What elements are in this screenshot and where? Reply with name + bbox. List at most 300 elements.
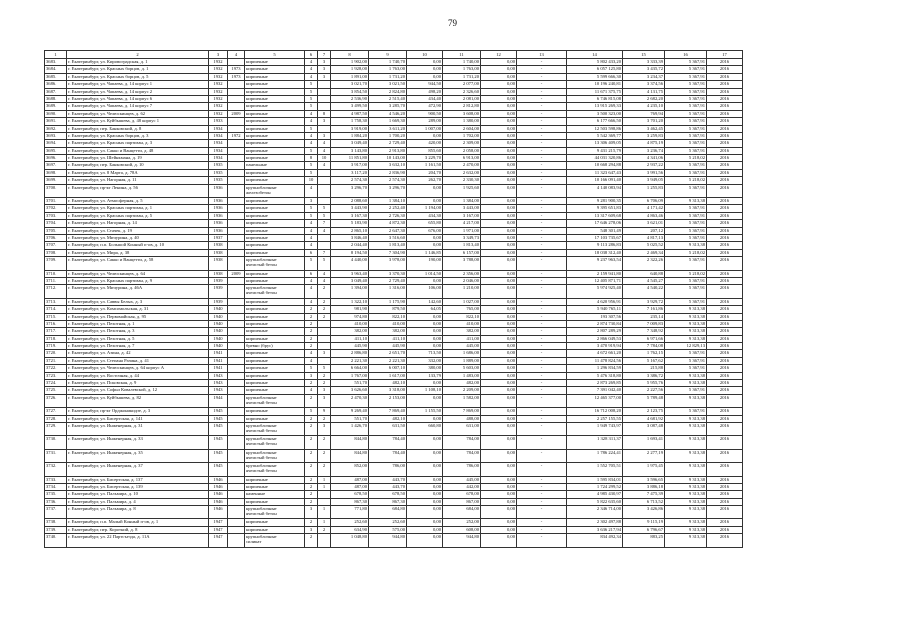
table-cell: кирпичные bbox=[245, 519, 305, 526]
table-row bbox=[45, 81, 743, 88]
table-cell: 1932 bbox=[209, 59, 228, 66]
table-cell: 3 318,00 bbox=[369, 387, 407, 394]
table-cell: г. Екатеринбург, ул. Первомайская, д. 95 bbox=[67, 313, 209, 320]
table-cell: 4 bbox=[318, 147, 331, 154]
table-cell: 1946 bbox=[209, 506, 228, 519]
table-cell: 3 611,20 bbox=[369, 125, 407, 132]
table-cell: 0,00 bbox=[481, 365, 517, 372]
table-cell: г. Екатеринбург, ул. Кировоградская, д. 1 bbox=[67, 59, 209, 66]
table-cell: 0,00 bbox=[481, 422, 517, 435]
table-cell: 5 bbox=[318, 205, 331, 212]
table-cell: 771,80 bbox=[331, 506, 369, 519]
table-cell: г. Екатеринбург, ул. Бисертская, д. 139 bbox=[67, 483, 209, 490]
table-cell: 1932 bbox=[209, 66, 228, 73]
table-cell bbox=[228, 387, 245, 394]
table-cell: 4 140 083,94 bbox=[567, 184, 623, 197]
table-cell: 3705. bbox=[45, 227, 67, 234]
table-cell bbox=[228, 380, 245, 387]
table-cell: 2016 bbox=[707, 147, 743, 154]
table-cell: 7 009,83 bbox=[623, 320, 665, 327]
table-cell: 2 309,00 bbox=[443, 140, 481, 147]
table-cell: - bbox=[517, 212, 567, 219]
table-cell bbox=[228, 298, 245, 305]
table-cell: - bbox=[517, 380, 567, 387]
table-cell: 0,00 bbox=[481, 162, 517, 169]
table-cell: 575,00 bbox=[369, 526, 407, 533]
table-cell: 12 829,13 bbox=[665, 343, 707, 350]
table-cell: 0,00 bbox=[481, 519, 517, 526]
table-cell: 1943 bbox=[209, 372, 228, 379]
table-cell: 2016 bbox=[707, 59, 743, 66]
table-cell: - bbox=[517, 449, 567, 462]
table-cell: 2 221,30 bbox=[369, 357, 407, 364]
table-cell: 0,00 bbox=[481, 118, 517, 125]
table-cell: 3 296,70 bbox=[331, 184, 369, 197]
table-row bbox=[45, 519, 743, 526]
table-cell: 2 bbox=[305, 343, 318, 350]
table-cell: 3715. bbox=[45, 313, 67, 320]
table-cell bbox=[228, 415, 245, 422]
table-cell: 235,14 bbox=[623, 313, 665, 320]
table-cell: 2 bbox=[305, 422, 318, 435]
table-cell: 11 671 375,75 bbox=[567, 88, 623, 95]
table-cell bbox=[228, 205, 245, 212]
table-cell: - bbox=[517, 73, 567, 80]
table-cell: кирпичные bbox=[245, 205, 305, 212]
table-row bbox=[45, 103, 743, 110]
table-cell: крупноблочные ячеистый бетон bbox=[245, 449, 305, 462]
table-cell: крупноблочные ячеистый бетон bbox=[245, 436, 305, 449]
table-cell: 1 380,00 bbox=[443, 118, 481, 125]
table-cell: 944,80 bbox=[369, 534, 407, 547]
table-cell: 4 bbox=[305, 234, 318, 241]
table-cell: 2 bbox=[305, 449, 318, 462]
table-cell: 5 367,91 bbox=[665, 132, 707, 139]
table-cell: 631,00 bbox=[443, 422, 481, 435]
table-cell: 3712. bbox=[45, 285, 67, 298]
table-cell: 3727. bbox=[45, 408, 67, 415]
table-cell: 2016 bbox=[707, 380, 743, 387]
table-cell: 3 bbox=[305, 198, 318, 205]
table-cell: 5 367,91 bbox=[665, 88, 707, 95]
table-cell: 1932 bbox=[209, 88, 228, 95]
table-cell: 1 763,00 bbox=[369, 66, 407, 73]
table-cell: 1946 bbox=[209, 483, 228, 490]
table-cell: 1 813,40 bbox=[443, 242, 481, 249]
table-cell: 6 157,00 bbox=[443, 249, 481, 256]
table-row bbox=[45, 184, 743, 197]
table-cell: 2 647,30 bbox=[369, 227, 407, 234]
table-cell: 3 370,30 bbox=[369, 270, 407, 277]
table-cell: 1 007,00 bbox=[407, 125, 443, 132]
table-cell: г. Екатеринбург, ул. Атмосферная, д. 5 bbox=[67, 198, 209, 205]
table-cell: 2 bbox=[305, 483, 318, 490]
table-cell: 0,00 bbox=[407, 526, 443, 533]
table-cell: 2016 bbox=[707, 73, 743, 80]
column-header: 3 bbox=[209, 51, 228, 59]
table-cell: - bbox=[517, 277, 567, 284]
table-cell: 3725. bbox=[45, 387, 67, 394]
table-cell: 0,00 bbox=[481, 257, 517, 270]
table-cell: 4 985 430,97 bbox=[567, 491, 623, 498]
table-cell: 0,00 bbox=[481, 227, 517, 234]
table-cell: 822,10 bbox=[369, 313, 407, 320]
table-cell: г. Екатеринбург, ул. 8 Марта, д. 78А bbox=[67, 169, 209, 176]
table-cell: 0,00 bbox=[481, 313, 517, 320]
table-cell: 0,00 bbox=[481, 147, 517, 154]
table-cell: крупноблочные железобетон bbox=[245, 184, 305, 197]
table-cell: 2016 bbox=[707, 350, 743, 357]
table-cell: 3 bbox=[318, 59, 331, 66]
table-cell: 844,80 bbox=[331, 449, 369, 462]
table-cell: 482,10 bbox=[369, 380, 407, 387]
table-cell: 7 161,86 bbox=[623, 306, 665, 313]
table-cell: г. Екатеринбург, пер. Банковский, д. 8 bbox=[67, 125, 209, 132]
table-cell: 5 367,91 bbox=[665, 234, 707, 241]
table-row bbox=[45, 88, 743, 95]
table-cell: кирпичные bbox=[245, 270, 305, 277]
table-cell: 2 227,56 bbox=[623, 387, 665, 394]
table-cell: 2 bbox=[318, 306, 331, 313]
table-cell: 4 bbox=[305, 110, 318, 117]
table-cell: 3 632,10 bbox=[369, 162, 407, 169]
table-row bbox=[45, 257, 743, 270]
table-cell: 822,10 bbox=[443, 313, 481, 320]
table-cell: 2016 bbox=[707, 335, 743, 342]
table-cell: 1945 bbox=[209, 408, 228, 415]
table-row bbox=[45, 132, 743, 139]
table-cell: 4 217,00 bbox=[443, 220, 481, 227]
table-cell: 6 796,67 bbox=[623, 526, 665, 533]
table-cell: 2016 bbox=[707, 162, 743, 169]
table-cell: 193 307,56 bbox=[567, 313, 623, 320]
table-cell: 2 356,00 bbox=[443, 270, 481, 277]
table-cell: 2016 bbox=[707, 257, 743, 270]
table-cell: - bbox=[517, 506, 567, 519]
table-cell: 3 236,74 bbox=[623, 147, 665, 154]
table-cell: 1 928,00 bbox=[331, 66, 369, 73]
table-cell: 0,00 bbox=[481, 534, 517, 547]
table-cell: - bbox=[517, 436, 567, 449]
table-cell: 2 574,30 bbox=[369, 177, 407, 184]
table-cell: 2 221,30 bbox=[331, 357, 369, 364]
table-cell: 0,00 bbox=[481, 372, 517, 379]
table-cell: 4 bbox=[305, 184, 318, 197]
table-cell: 0,00 bbox=[407, 483, 443, 490]
table-cell: 2 326,60 bbox=[443, 88, 481, 95]
table-cell: 0,00 bbox=[481, 73, 517, 80]
table-cell: 1 384,00 bbox=[443, 198, 481, 205]
table-cell: 1936 bbox=[209, 212, 228, 219]
table-cell: 1 210,00 bbox=[443, 285, 481, 298]
table-cell: 2016 bbox=[707, 66, 743, 73]
table-cell: 1 740,70 bbox=[369, 59, 407, 66]
table-cell: 4 545,27 bbox=[623, 277, 665, 284]
table-cell: 3 435,72 bbox=[623, 66, 665, 73]
table-cell: 5 367,91 bbox=[665, 212, 707, 219]
table-cell: 3738. bbox=[45, 519, 67, 526]
table-cell: 9 281 900,35 bbox=[567, 198, 623, 205]
table-cell: г. Екатеринбург, ул. Челюскинцев, д. 62 bbox=[67, 110, 209, 117]
table-cell: 3683. bbox=[45, 59, 67, 66]
table-cell: 5 802 433,20 bbox=[567, 59, 623, 66]
table-cell: 1941 bbox=[209, 365, 228, 372]
table-cell: 1934 bbox=[209, 132, 228, 139]
table-cell bbox=[228, 155, 245, 162]
table-cell: 2 470,30 bbox=[331, 394, 369, 407]
table-cell: 1947 bbox=[209, 534, 228, 547]
table-cell: - bbox=[517, 519, 567, 526]
table-cell: 4 bbox=[305, 118, 318, 125]
table-row bbox=[45, 357, 743, 364]
table-cell: 2 bbox=[305, 436, 318, 449]
table-cell: 0,00 bbox=[481, 436, 517, 449]
table-cell: 4 bbox=[318, 227, 331, 234]
table-cell: 2016 bbox=[707, 436, 743, 449]
table-cell: 2016 bbox=[707, 220, 743, 227]
table-cell: г. Екатеринбург, пер. Короткий, д. 8 bbox=[67, 526, 209, 533]
table-cell: 2016 bbox=[707, 103, 743, 110]
table-cell: 2016 bbox=[707, 212, 743, 219]
column-header: 12 bbox=[481, 51, 517, 59]
table-cell bbox=[228, 147, 245, 154]
table-cell: г. Екатеринбург, ул. Пехотная, д. 1 bbox=[67, 320, 209, 327]
table-cell: кирпичные bbox=[245, 125, 305, 132]
table-cell: 0,00 bbox=[481, 498, 517, 505]
table-cell: г. Екатеринбург, ул. Пехотная, д. 5 bbox=[67, 335, 209, 342]
table-cell: 1973 bbox=[228, 66, 245, 73]
table-row bbox=[45, 313, 743, 320]
table-cell: 2 866 049,53 bbox=[567, 335, 623, 342]
table-cell: 2016 bbox=[707, 132, 743, 139]
table-cell: 5 218,02 bbox=[665, 155, 707, 162]
table-cell: 2016 bbox=[707, 205, 743, 212]
table-cell: 2 bbox=[305, 519, 318, 526]
table-cell: 3 167,00 bbox=[443, 212, 481, 219]
table-cell: 420,00 bbox=[407, 140, 443, 147]
table-cell: 1935 bbox=[209, 162, 228, 169]
table-cell: 1 552 705,51 bbox=[567, 463, 623, 476]
table-cell: 2016 bbox=[707, 526, 743, 533]
table-cell: - bbox=[517, 491, 567, 498]
table-cell: 3 021,70 bbox=[331, 81, 369, 88]
table-cell: 551,70 bbox=[331, 415, 369, 422]
table-cell: 8 bbox=[318, 110, 331, 117]
table-cell: 443,70 bbox=[369, 476, 407, 483]
table-row bbox=[45, 306, 743, 313]
table-cell: кирпичные bbox=[245, 169, 305, 176]
table-cell: 1947 bbox=[209, 519, 228, 526]
table-cell: 0,00 bbox=[481, 343, 517, 350]
table-cell: 1 426,70 bbox=[331, 422, 369, 435]
table-cell: 5 167,62 bbox=[623, 357, 665, 364]
table-cell: 0,00 bbox=[407, 320, 443, 327]
table-cell: 498,20 bbox=[407, 88, 443, 95]
table-cell: 16 712 008,20 bbox=[567, 408, 623, 415]
table-cell: 5 bbox=[305, 257, 318, 270]
table-cell: 0,00 bbox=[481, 320, 517, 327]
table-cell: 3717. bbox=[45, 328, 67, 335]
table-cell: 487,00 bbox=[331, 483, 369, 490]
table-cell: 4 bbox=[305, 220, 318, 227]
table-cell: 7 348,92 bbox=[623, 328, 665, 335]
table-cell: панельные bbox=[245, 162, 305, 169]
table-row bbox=[45, 162, 743, 169]
table-cell: - bbox=[517, 198, 567, 205]
table-row bbox=[45, 476, 743, 483]
table-cell: - bbox=[517, 372, 567, 379]
table-cell: 12 405 871,71 bbox=[567, 277, 623, 284]
table-row bbox=[45, 483, 743, 490]
table-cell: 380,00 bbox=[407, 365, 443, 372]
table-row bbox=[45, 140, 743, 147]
table-row bbox=[45, 73, 743, 80]
table-cell: 4 872,30 bbox=[369, 220, 407, 227]
table-cell: г. Екатеринбург, ул. Инженерная, д. 33 bbox=[67, 436, 209, 449]
table-cell: 10 bbox=[318, 155, 331, 162]
table-cell: 3704. bbox=[45, 220, 67, 227]
table-cell: 1 108,10 bbox=[407, 387, 443, 394]
table-cell: - bbox=[517, 220, 567, 227]
table-cell bbox=[228, 169, 245, 176]
table-cell: г. Екатеринбург, ул. Инженерная, д. 35 bbox=[67, 449, 209, 462]
table-cell: - bbox=[517, 298, 567, 305]
table-cell: 0,00 bbox=[481, 88, 517, 95]
table-cell: 0,00 bbox=[407, 59, 443, 66]
table-cell: 4 672 661,20 bbox=[567, 350, 623, 357]
table-cell: кирпичные bbox=[245, 198, 305, 205]
table-cell: 2016 bbox=[707, 227, 743, 234]
table-cell: 9 313,38 bbox=[665, 320, 707, 327]
table-cell: 4 235,10 bbox=[623, 103, 665, 110]
table-cell: 551,70 bbox=[331, 380, 369, 387]
table-cell: 3699. bbox=[45, 177, 67, 184]
table-cell: 7 bbox=[318, 249, 331, 256]
table-cell: 0,00 bbox=[481, 242, 517, 249]
table-cell: 289,00 bbox=[407, 118, 443, 125]
table-cell: - bbox=[517, 234, 567, 241]
table-cell: 3736. bbox=[45, 498, 67, 505]
table-cell: кирпичные bbox=[245, 415, 305, 422]
table-cell: 3 049,40 bbox=[331, 277, 369, 284]
table-cell: кирпичные bbox=[245, 118, 305, 125]
table-cell: 1940 bbox=[209, 306, 228, 313]
table-cell: 0,00 bbox=[481, 249, 517, 256]
table-cell: 944,50 bbox=[407, 81, 443, 88]
table-cell: 1 194,00 bbox=[407, 205, 443, 212]
table-cell: 0,00 bbox=[481, 328, 517, 335]
table-cell: 1936 bbox=[209, 184, 228, 197]
table-cell: г. Екатеринбург, п.п. Большой Конный п-ов, д. 10 bbox=[67, 242, 209, 249]
table-cell: 5 bbox=[305, 205, 318, 212]
table-cell: 713,50 bbox=[407, 350, 443, 357]
table-cell: г. Екатеринбург, ул. Сакко и Ванцетти, д. 58 bbox=[67, 257, 209, 270]
table-cell: 3 626,60 bbox=[331, 387, 369, 394]
table-cell: 0,00 bbox=[407, 242, 443, 249]
table-cell: 3 854,50 bbox=[331, 88, 369, 95]
table-cell: 6 746 815,08 bbox=[567, 95, 623, 102]
table-cell bbox=[318, 357, 331, 364]
table-cell bbox=[318, 177, 331, 184]
table-cell bbox=[228, 306, 245, 313]
table-cell: 1 731,20 bbox=[443, 73, 481, 80]
table-cell: 855,60 bbox=[407, 147, 443, 154]
table-cell: 4 bbox=[305, 59, 318, 66]
table-row bbox=[45, 110, 743, 117]
table-cell: г. Екатеринбург, п.п. Малый Конный п-ов, д. 1 bbox=[67, 519, 209, 526]
table-cell: 1 763,00 bbox=[443, 66, 481, 73]
table-cell: 1946 bbox=[209, 498, 228, 505]
table-cell: 0,00 bbox=[481, 59, 517, 66]
table-cell: кирпичные bbox=[245, 498, 305, 505]
table-cell: кирпичные bbox=[245, 298, 305, 305]
table-cell: 5 218,02 bbox=[665, 249, 707, 256]
table-row bbox=[45, 328, 743, 335]
table-cell: 3714. bbox=[45, 306, 67, 313]
table-cell: 488,00 bbox=[443, 415, 481, 422]
table-cell: 5 367,91 bbox=[665, 169, 707, 176]
table-cell: г. Екатеринбург, ул. Псковская, д. 9 bbox=[67, 380, 209, 387]
table-row bbox=[45, 422, 743, 435]
table-cell: г. Екатеринбург, ул. Красных партизан, д. 1 bbox=[67, 205, 209, 212]
table-cell: 1 161,50 bbox=[407, 162, 443, 169]
table-cell: 9 313,38 bbox=[665, 506, 707, 519]
table-cell: 0,00 bbox=[481, 506, 517, 519]
table-cell: г. Екатеринбург, ул. Чапаева, д. 14 корпус 2 bbox=[67, 88, 209, 95]
table-cell: 2016 bbox=[707, 242, 743, 249]
table-row bbox=[45, 270, 743, 277]
table-row bbox=[45, 155, 743, 162]
table-cell: - bbox=[517, 483, 567, 490]
table-cell bbox=[228, 483, 245, 490]
table-cell: - bbox=[517, 422, 567, 435]
table-cell: 3 917,00 bbox=[331, 162, 369, 169]
table-cell: г. Екатеринбург, пр-кт Орджоникидзе, д. 3 bbox=[67, 408, 209, 415]
table-cell: 1 925,60 bbox=[443, 184, 481, 197]
table-cell: 3722. bbox=[45, 365, 67, 372]
table-cell: 5 367,91 bbox=[665, 205, 707, 212]
table-cell: 9 313,38 bbox=[665, 306, 707, 313]
table-cell: 1938 bbox=[209, 257, 228, 270]
table-cell: - bbox=[517, 357, 567, 364]
table-row bbox=[45, 169, 743, 176]
table-cell: 0,00 bbox=[481, 184, 517, 197]
table-cell: 445,90 bbox=[369, 343, 407, 350]
table-cell: 1943 bbox=[209, 387, 228, 394]
table-cell: 7 784,08 bbox=[623, 343, 665, 350]
table-cell: кирпичные bbox=[245, 110, 305, 117]
table-cell: 5 367,91 bbox=[665, 59, 707, 66]
table-cell: 3 117,20 bbox=[331, 169, 369, 176]
table-cell: 1932 bbox=[209, 110, 228, 117]
table-cell: 9 395 651,83 bbox=[567, 205, 623, 212]
table-cell: 4 bbox=[318, 140, 331, 147]
table-cell: 1941 bbox=[209, 350, 228, 357]
table-row bbox=[45, 415, 743, 422]
table-cell: 5 bbox=[318, 212, 331, 219]
table-cell: 5 367,91 bbox=[665, 162, 707, 169]
table-cell: г. Екатеринбург, ул. Куйбышева, д. 48 корпус 1 bbox=[67, 118, 209, 125]
table-cell: 3 608,00 bbox=[443, 110, 481, 117]
table-cell: 9 313,38 bbox=[665, 372, 707, 379]
table-cell: 3696. bbox=[45, 155, 67, 162]
table-cell: - bbox=[517, 242, 567, 249]
table-cell: 3 596,65 bbox=[623, 476, 665, 483]
table-cell: - bbox=[517, 95, 567, 102]
table-cell: 1 731,20 bbox=[369, 73, 407, 80]
table-cell: г. Екатеринбург, ул. Чапаева, д. 14 корпус 6 bbox=[67, 95, 209, 102]
table-cell: 4 bbox=[305, 227, 318, 234]
